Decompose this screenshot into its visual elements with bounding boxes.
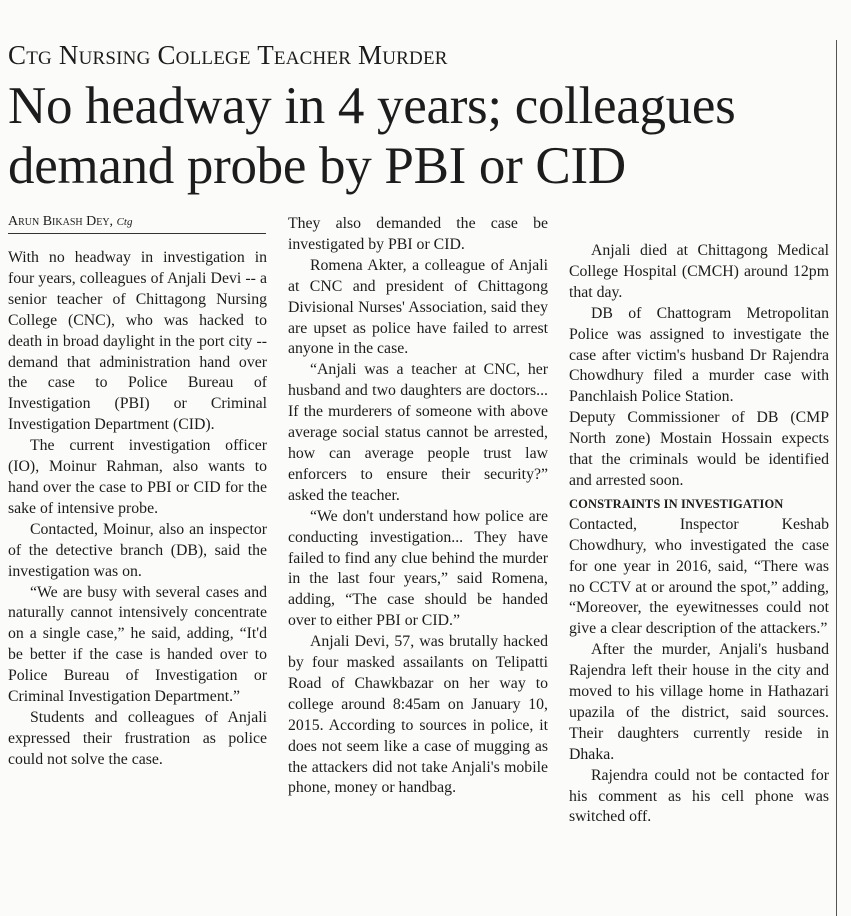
paragraph: Deputy Commissioner of DB (CMP North zone) Mostain Hossain expects that the criminals would be identified and arrested soon. <box>569 409 829 489</box>
paragraph: Anjali died at Chittagong Medical College Hospital (CMCH) around 12pm that day. <box>569 242 829 301</box>
article-kicker: Ctg Nursing College Teacher Murder <box>8 40 448 70</box>
paragraph: Romena Akter, a colleague of Anjali at CNC and president of Chittagong Divisional Nurses' Association, said they are upset as police have failed to arrest anyone in the case. <box>288 256 548 358</box>
paragraph: The current investigation officer (IO), Moinur Rahman, also wants to hand over the case to PBI or CID for the sake of intensive probe. <box>8 437 267 517</box>
paragraph: DB of Chattogram Metropolitan Police was assigned to investigate the case after victim's husband Dr Rajendra Chowdhury filed a murder case with Panchlaish Police Station. <box>569 304 829 406</box>
paragraph: “We don't understand how police are conducting investigation... They have failed to find any clue behind the murder in the last four years,” said Romena, adding, “The case should be handed over to either PBI or CID.” <box>288 507 548 630</box>
column-divider <box>836 40 837 916</box>
paragraph: Contacted, Moinur, also an inspector of the detective branch (DB), said the investigation was on. <box>8 520 267 580</box>
byline-location: Ctg <box>116 216 133 228</box>
byline-name: Arun Bikash Dey, <box>8 214 114 229</box>
article-column-3 <box>569 241 829 828</box>
paragraph: With no headway in investigation in four years, colleagues of Anjali Devi -- a senior teacher of Chittagong Nursing College (CNC), who was hacked to death in broad daylight in the port city -- demand that administration hand over the case to Police Bureau of Investigation (PBI) or Criminal Investigation Department (CID). <box>8 249 267 434</box>
paragraph: They also demanded the case be investigated by PBI or CID. <box>288 215 548 253</box>
article-headline: No headway in 4 years; colleagues demand probe by PBI or CID <box>8 77 736 195</box>
paragraph: “We are busy with several cases and naturally cannot intensively concentrate on a single case,” he said, adding, “It'd be better if the case is handed over to Police Bureau of Investigation or Criminal Investigation Department.” <box>8 583 267 706</box>
article-column-2 <box>288 214 548 799</box>
paragraph: “Anjali was a teacher at CNC, her husband and two daughters are doctors... If the murderers of someone with above average social status cannot be arrested, how can average people trust law enforcers to ensure their security?” asked the teacher. <box>288 361 548 504</box>
section-subhead: CONSTRAINTS IN INVESTIGATION <box>569 496 784 511</box>
paragraph: Contacted, Inspector Keshab Chowdhury, who investigated the case for one year in 2016, said, “There was no CCTV at or around the spot,” adding, “Moreover, the eyewitnesses could not give a clear description of the attackers.” <box>569 515 829 638</box>
paragraph: After the murder, Anjali's husband Rajendra left their house in the city and moved to his village home in Hathazari upazila of the district, said sources. Their daughters currently reside in Dhaka. <box>569 641 829 763</box>
paragraph: Rajendra could not be contacted for his comment as his cell phone was switched off. <box>569 766 829 826</box>
article-column-1 <box>8 248 267 771</box>
paragraph: Students and colleagues of Anjali expressed their frustration as police could not solve the case. <box>8 708 267 768</box>
byline <box>8 214 266 234</box>
paragraph: Anjali Devi, 57, was brutally hacked by four masked assailants on Telipatti Road of Chawkbazar on her way to college around 8:45am on January 10, 2015. According to sources in police, it does not seem like a case of mugging as the attackers did not take Anjali's mobile phone, money or handbag. <box>288 633 548 797</box>
adjacent-article-edge <box>843 60 851 916</box>
